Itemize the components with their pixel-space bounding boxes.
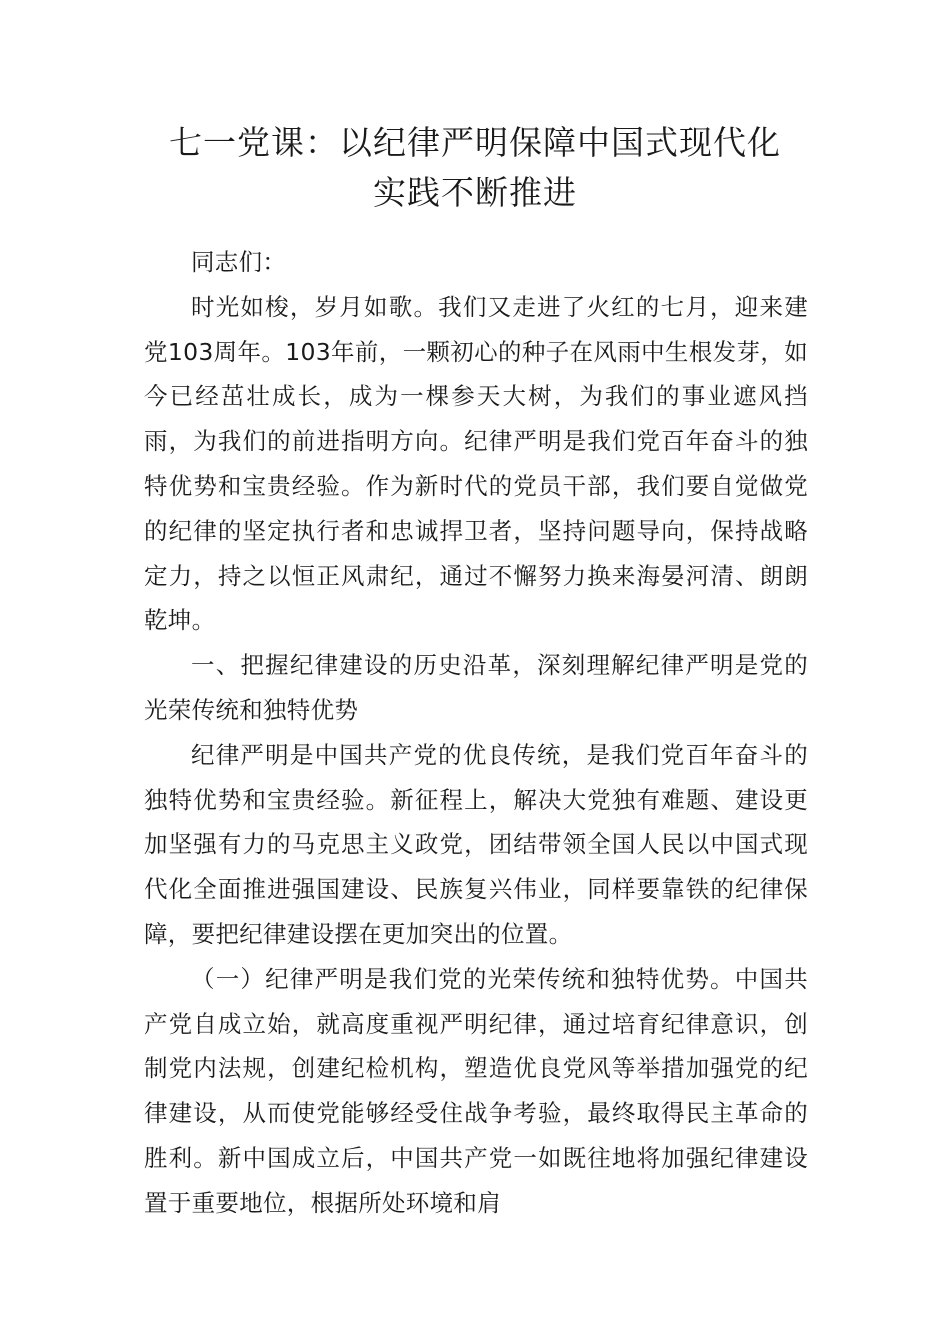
subsection-1-paragraph: （一）纪律严明是我们党的光荣传统和独特优势。中国共产党自成立始，就高度重视严明纪律，通过培育纪律意识，创制党内法规，创建纪检机构，塑造优良党风等举措加强党的纪律建设，从而使党能够经受住战争考验，最终取得民主革命的胜利。新中国成立后，中国共产党一如既往地将加强纪律建设置于重要地位，根据所处环境和肩 xyxy=(144,964,808,1217)
title-line-2: 实践不断推进 xyxy=(373,173,577,212)
section-heading-1: 一、把握纪律建设的历史沿革，深刻理解纪律严明是党的光荣传统和独特优势 xyxy=(144,651,808,724)
intro-paragraph: 时光如梭，岁月如歌。我们又走进了火红的七月，迎来建党103周年。103年前，一颗初心的种子在风雨中生根发芽，如今已经茁壮成长，成为一棵参天大树，为我们的事业遮风挡雨，为我们的前进指明方向。纪律严明是我们党百年奋斗的独特优势和宝贵经验。作为新时代的党员干部，我们要自觉做党的纪律的坚定执行者和忠诚捍卫者，坚持问题导向，保持战略定力，持之以恒正风肃纪，通过不懈努力换来海晏河清、朗朗乾坤。 xyxy=(144,292,808,635)
document-title xyxy=(120,118,830,218)
document-body xyxy=(144,240,808,1226)
salutation: 同志们： xyxy=(191,248,287,276)
title-line-1: 七一党课：以纪律严明保障中国式现代化 xyxy=(169,123,781,162)
section-1-paragraph: 纪律严明是中国共产党的优良传统，是我们党百年奋斗的独特优势和宝贵经验。新征程上，解决大党独有难题、建设更加坚强有力的马克思主义政党，团结带领全国人民以中国式现代化全面推进强国建设、民族复兴伟业，同样要靠铁的纪律保障，要把纪律建设摆在更加突出的位置。 xyxy=(144,740,808,948)
